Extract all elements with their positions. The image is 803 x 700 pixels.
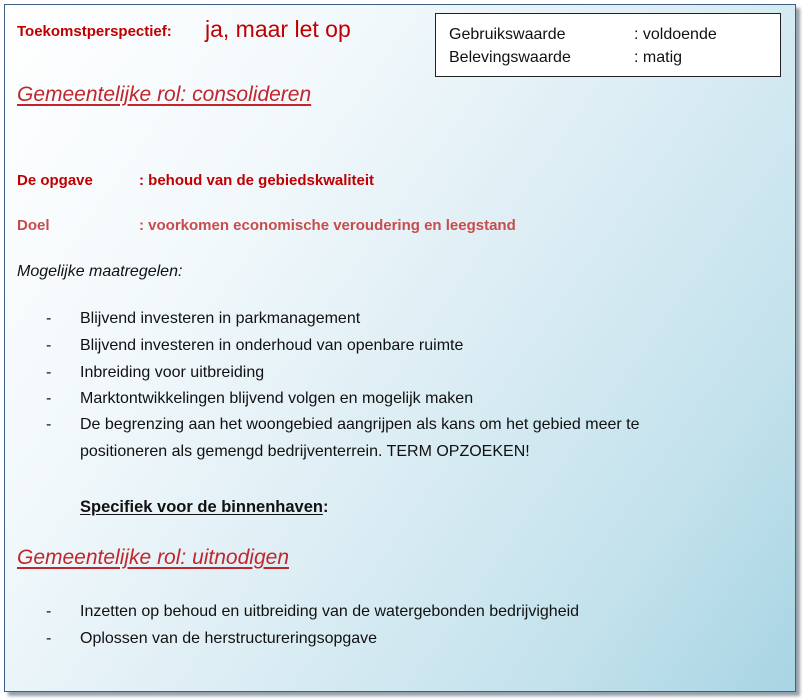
role-uitnodigen: Gemeentelijke rol: uitnodigen [17,546,289,569]
list-dash: - [46,390,52,407]
list-item-text: De begrenzing aan het woongebied aangrijpen als kans om het gebied meer te [80,416,640,433]
belevingswaarde-label: Belevingswaarde [449,49,571,66]
list-dash: - [46,630,52,647]
list-item-text: positioneren als gemengd bedrijventerrein. TERM OPZOEKEN! [80,443,530,460]
list-item-text: Inzetten op behoud en uitbreiding van de watergebonden bedrijvigheid [80,603,580,620]
document-card [4,4,796,692]
opgave-value: : behoud van de gebiedskwaliteit [139,172,375,189]
list-dash: - [46,337,52,354]
gebruikswaarde-label: Gebruikswaarde [449,26,566,43]
list-dash: - [46,310,52,327]
list-dash: - [46,603,52,620]
list-item-text: Inbreiding voor uitbreiding [80,364,265,381]
list-dash: - [46,364,52,381]
toekomstperspectief-value: ja, maar let op [205,16,351,42]
opgave-label: De opgave [17,172,93,189]
list-item-text: Blijvend investeren in parkmanagement [80,310,361,327]
role-consolideren: Gemeentelijke rol: consolideren [17,83,312,106]
list-item-text: Oplossen van de herstructureringsopgave [80,630,378,647]
list-dash: - [46,416,52,433]
values-box [435,13,781,77]
list-item-text: Marktontwikkelingen blijvend volgen en mogelijk maken [80,390,474,407]
belevingswaarde-value: : matig [634,49,683,66]
specifiek-heading [80,498,328,517]
list-item-text: Blijvend investeren in onderhoud van openbare ruimte [80,337,464,354]
specifiek-heading-text: Specifiek voor de binnenhaven [80,498,323,516]
gebruikswaarde-value: : voldoende [634,26,717,43]
doel-value: : voorkomen economische veroudering en leegstand [139,217,516,234]
specifiek-heading-colon: : [322,498,329,516]
doel-label: Doel [17,217,50,234]
toekomstperspectief-label: Toekomstperspectief: [17,23,172,40]
maatregelen-title: Mogelijke maatregelen: [17,263,183,280]
